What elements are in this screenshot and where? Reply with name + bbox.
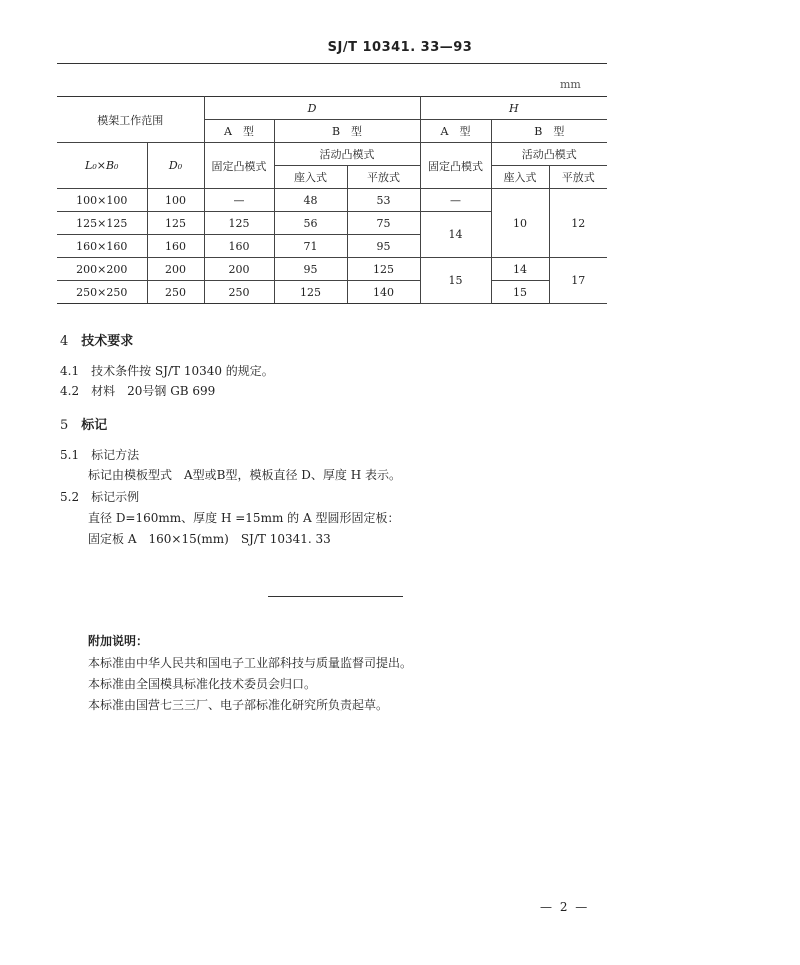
cell-h-b-seat: 10 <box>491 189 549 258</box>
header-h-type-b: B 型 <box>491 120 607 143</box>
clause-text: 技术条件按 SJ/T 10340 的规定。 <box>91 364 274 378</box>
section-number: 5 <box>60 418 69 433</box>
cell-lb: 160×160 <box>57 235 147 258</box>
header-d-seat: 座入式 <box>274 166 347 189</box>
clause-5-2 <box>60 488 139 505</box>
cell-h-a: 14 <box>420 212 491 258</box>
header-d-type-b: B 型 <box>274 120 420 143</box>
notes-line: 本标准由国营七三三厂、电子部标准化研究所负责起草。 <box>88 698 389 712</box>
cell-lb: 125×125 <box>57 212 147 235</box>
table-row <box>57 281 607 304</box>
header-rule <box>57 63 607 64</box>
cell-d0: 250 <box>147 281 204 304</box>
header-d-fixed: 固定凸模式 <box>204 143 274 189</box>
clause-5-1-text: 标记由模板型式 A型或B型，模板直径 D、厚度 H 表示。 <box>88 468 402 482</box>
cell-d-b-seat: 95 <box>274 258 347 281</box>
cell-d0: 200 <box>147 258 204 281</box>
header-l0b0: L₀×B₀ <box>57 143 147 189</box>
example-line-1: 直径 D=160mm、厚度 H =15mm 的 A 型圆形固定板： <box>88 511 400 525</box>
cell-lb: 200×200 <box>57 258 147 281</box>
clause-number: 4.1 <box>60 364 80 378</box>
header-h-seat: 座入式 <box>491 166 549 189</box>
cell-lb: 250×250 <box>57 281 147 304</box>
cell-d-b-seat: 56 <box>274 212 347 235</box>
notes-line: 本标准由全国模具标准化技术委员会归口。 <box>88 677 317 691</box>
clause-5-1 <box>60 446 139 463</box>
document-header: SJ/T 10341. 33—93 <box>327 40 473 55</box>
cell-d-b-flat: 53 <box>347 189 420 212</box>
cell-d-b-seat: 71 <box>274 235 347 258</box>
cell-h-b-seat: 14 <box>491 258 549 281</box>
end-rule <box>268 596 403 597</box>
clause-number: 5.1 <box>60 448 80 462</box>
clause-title: 标记方法 <box>91 448 140 462</box>
header-d-active: 活动凸模式 <box>274 143 420 166</box>
section-4-heading <box>60 330 133 349</box>
cell-d-a: 125 <box>204 212 274 235</box>
cell-d-b-seat: 125 <box>274 281 347 304</box>
cell-h-b-seat: 15 <box>491 281 549 304</box>
clause-4-1 <box>60 362 274 379</box>
cell-d-a: 250 <box>204 281 274 304</box>
header-d: D <box>204 97 420 120</box>
dimension-table <box>57 96 607 304</box>
cell-d-b-flat: 95 <box>347 235 420 258</box>
header-h: H <box>420 97 607 120</box>
example-line-2: 固定板 A 160×15(mm) SJ/T 10341. 33 <box>88 532 331 546</box>
section-title: 标记 <box>81 418 108 433</box>
cell-d-a: 160 <box>204 235 274 258</box>
notes-title: 附加说明： <box>88 634 149 648</box>
cell-h-b-flat: 12 <box>549 189 607 258</box>
cell-d-b-flat: 75 <box>347 212 420 235</box>
table-row <box>57 189 607 212</box>
clause-number: 4.2 <box>60 384 80 398</box>
page-number: — 2 — <box>540 900 590 914</box>
cell-h-a: 15 <box>420 258 491 304</box>
cell-lb: 100×100 <box>57 189 147 212</box>
header-d0: D₀ <box>147 143 204 189</box>
header-range: 模架工作范围 <box>57 97 204 143</box>
section-title: 技术要求 <box>81 334 134 349</box>
clause-number: 5.2 <box>60 490 80 504</box>
header-h-type-a: A 型 <box>420 120 491 143</box>
cell-h-a: — <box>420 189 491 212</box>
cell-d0: 100 <box>147 189 204 212</box>
clause-text: 材料 20号钢 GB 699 <box>91 384 216 398</box>
section-number: 4 <box>60 334 69 349</box>
cell-d0: 125 <box>147 212 204 235</box>
cell-d-b-flat: 140 <box>347 281 420 304</box>
cell-d-b-seat: 48 <box>274 189 347 212</box>
header-h-flat: 平放式 <box>549 166 607 189</box>
table-row <box>57 258 607 281</box>
clause-title: 标记示例 <box>91 490 140 504</box>
unit-label: mm <box>560 78 581 91</box>
cell-d-a: — <box>204 189 274 212</box>
header-d-type-a: A 型 <box>204 120 274 143</box>
header-h-active: 活动凸模式 <box>491 143 607 166</box>
header-h-fixed: 固定凸模式 <box>420 143 491 189</box>
notes-line: 本标准由中华人民共和国电子工业部科技与质量监督司提出。 <box>88 656 413 670</box>
clause-4-2 <box>60 382 215 399</box>
cell-h-b-flat: 17 <box>549 258 607 304</box>
cell-d0: 160 <box>147 235 204 258</box>
cell-d-a: 200 <box>204 258 274 281</box>
section-5-heading <box>60 414 107 433</box>
header-d-flat: 平放式 <box>347 166 420 189</box>
cell-d-b-flat: 125 <box>347 258 420 281</box>
